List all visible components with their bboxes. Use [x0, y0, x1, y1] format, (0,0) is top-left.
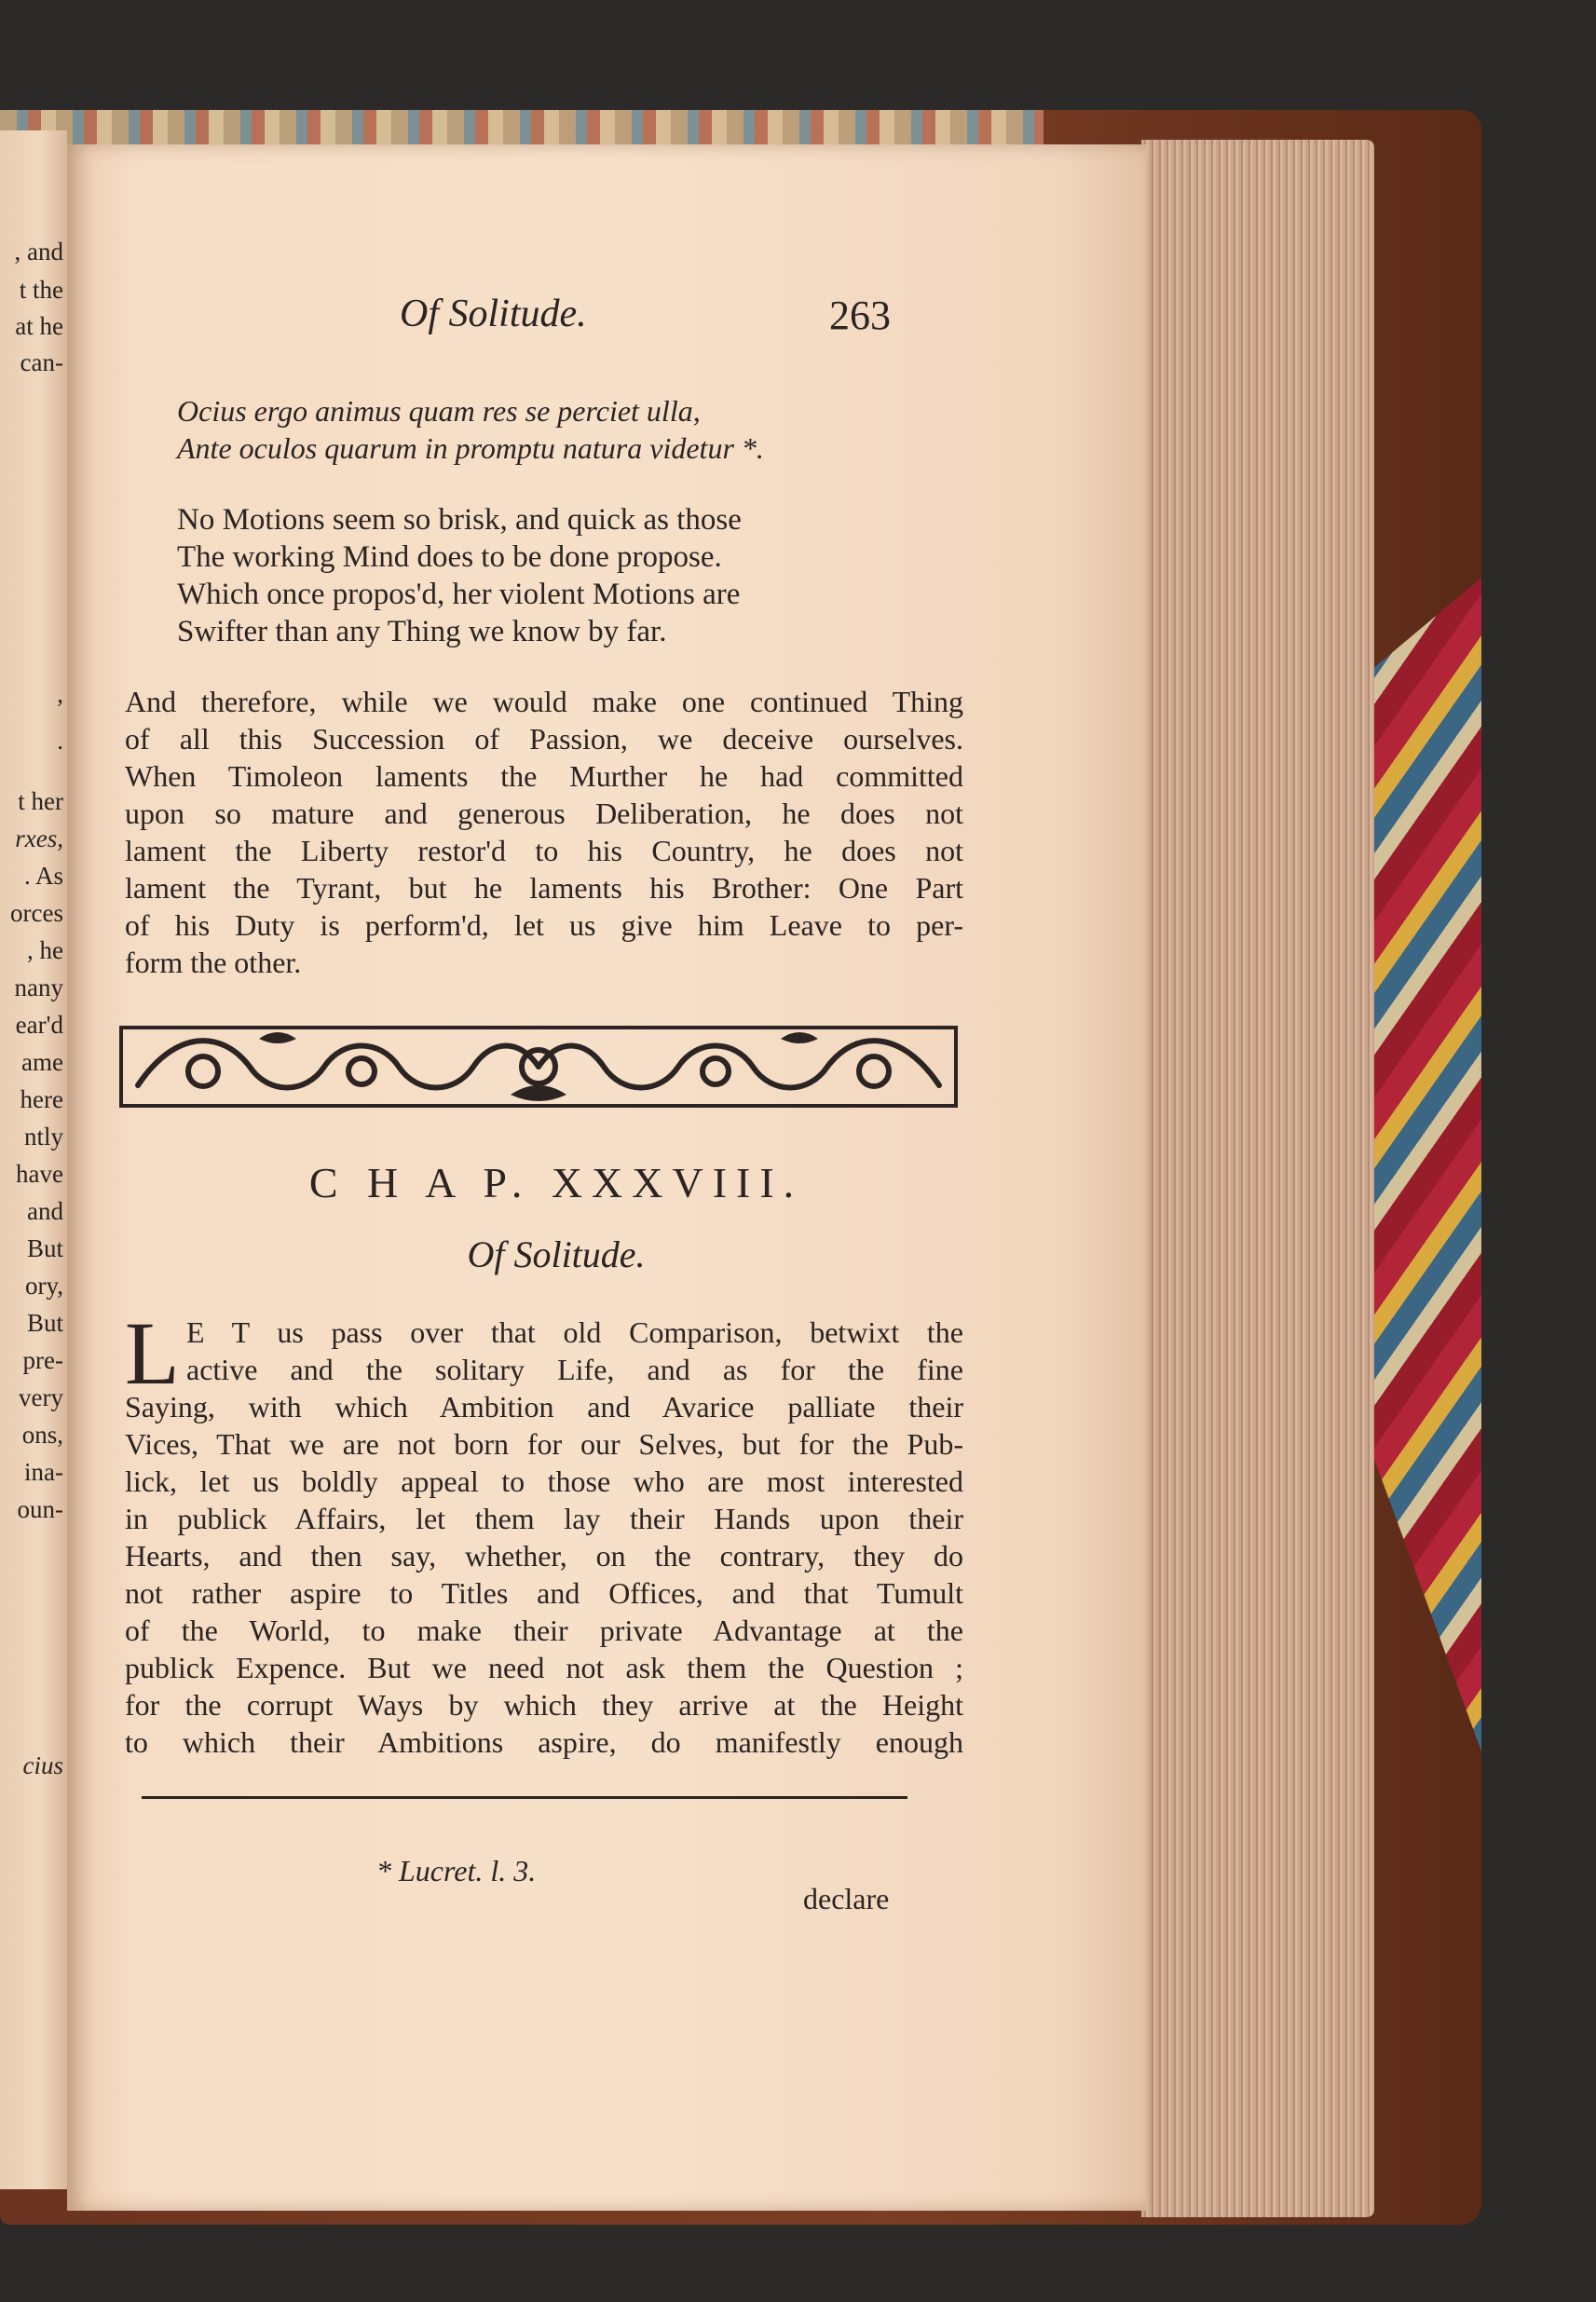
facing-page-text-fragment: at he [15, 312, 63, 340]
facing-page-text-fragment: here [20, 1085, 63, 1113]
headband [0, 110, 1044, 147]
facing-page-text-fragment: But [26, 1309, 63, 1337]
facing-page-text-fragment: ntly [23, 1123, 63, 1151]
body-line: lick, let us boldly appeal to those who are most interested [125, 1464, 963, 1498]
english-verse-line: Swifter than any Thing we know by far. [177, 615, 667, 648]
facing-page-text-fragment: . As [23, 862, 63, 890]
facing-page-text-fragment: can- [20, 348, 63, 376]
body-line: for the corrupt Ways by which they arrive at the Height [125, 1688, 963, 1722]
body-line: to which their Ambitions aspire, do manifestly enough [125, 1725, 963, 1759]
body-line: lament the Liberty restor'd to his Country, he does not [125, 834, 963, 867]
page-fore-edge [1141, 140, 1374, 2217]
facing-page-fragment [0, 130, 67, 2189]
chapter-number: C H A P. XXXVIII. [308, 1159, 804, 1206]
facing-page-text-fragment: have [16, 1160, 63, 1188]
chapter-title: Of Solitude. [467, 1233, 646, 1275]
body-line: of all this Succession of Passion, we deceive ourselves. [125, 722, 963, 756]
body-line: in publick Affairs, let them lay their Hands upon their [125, 1502, 963, 1535]
facing-page-text-fragment: orces [10, 899, 63, 927]
facing-page-text-fragment: , and [14, 238, 63, 266]
facing-page-text-fragment: very [19, 1383, 63, 1411]
facing-page-text-fragment: t the [19, 276, 63, 304]
body-line: active and the solitary Life, and as for the fine [186, 1353, 963, 1386]
english-verse-line: Which once propos'd, her violent Motions are [177, 578, 741, 611]
latin-verse-line: Ante oculos quarum in promptu natura videtur *. [177, 431, 764, 465]
facing-page-text-fragment: ina- [24, 1458, 63, 1486]
body-line: of the World, to make their private Advantage at the [125, 1614, 963, 1647]
facing-page-text-fragment: t her [18, 787, 63, 815]
facing-page-text-fragment: ory, [25, 1272, 63, 1300]
facing-page-text-fragment: ons, [21, 1421, 63, 1449]
facing-page-text-fragment: and [27, 1197, 63, 1225]
page-number: 263 [829, 293, 891, 338]
body-line: Saying, with which Ambition and Avarice palliate their [125, 1390, 963, 1423]
facing-page-text-fragment: cius [22, 1751, 63, 1779]
drop-cap: L [125, 1303, 180, 1403]
book-page [67, 144, 1146, 2211]
facing-page-text-fragment: , [57, 680, 63, 708]
facing-page-text-fragment: But [26, 1234, 63, 1262]
body-line: When Timoleon laments the Murther he had committed [125, 759, 963, 793]
facing-page-text-fragment: , he [27, 936, 63, 964]
running-head: Of Solitude. [400, 293, 587, 335]
body-line: Hearts, and then say, whether, on the contrary, they do [125, 1539, 963, 1573]
english-verse-line: No Motions seem so brisk, and quick as those [177, 503, 742, 537]
facing-page-text-fragment: oun- [17, 1495, 63, 1523]
facing-page-text-fragment: . [57, 727, 63, 755]
body-line: not rather aspire to Titles and Offices, and that Tumult [125, 1576, 963, 1610]
body-line: lament the Tyrant, but he laments his Brother: One Part [125, 871, 963, 905]
footnote-rule [142, 1796, 907, 1799]
facing-page-text-fragment: pre- [22, 1346, 63, 1374]
body-line: form the other. [125, 946, 302, 979]
body-line: Vices, That we are not born for our Selves, but for the Pub- [125, 1427, 963, 1461]
ornamental-headpiece [119, 1020, 958, 1113]
facing-page-text-fragment: rxes, [15, 824, 63, 852]
english-verse-line: The working Mind does to be done propose. [177, 540, 722, 574]
body-line: upon so mature and generous Deliberation, he does not [125, 797, 963, 830]
facing-page-text-fragment: ear'd [15, 1011, 63, 1039]
body-line: of his Duty is perform'd, let us give him Leave to per- [125, 908, 963, 942]
footnote: * Lucret. l. 3. [376, 1854, 537, 1887]
body-line: publick Expence. But we need not ask them the Question ; [125, 1651, 963, 1684]
facing-page-text-fragment: ame [21, 1048, 63, 1076]
catchword: declare [803, 1882, 890, 1915]
facing-page-text-fragment: nany [14, 974, 63, 1001]
first-line: E T us pass over that old Comparison, betwixt the [186, 1315, 963, 1349]
latin-verse-line: Ocius ergo animus quam res se perciet ulla, [177, 394, 701, 428]
body-line: And therefore, while we would make one continued Thing [125, 685, 963, 718]
